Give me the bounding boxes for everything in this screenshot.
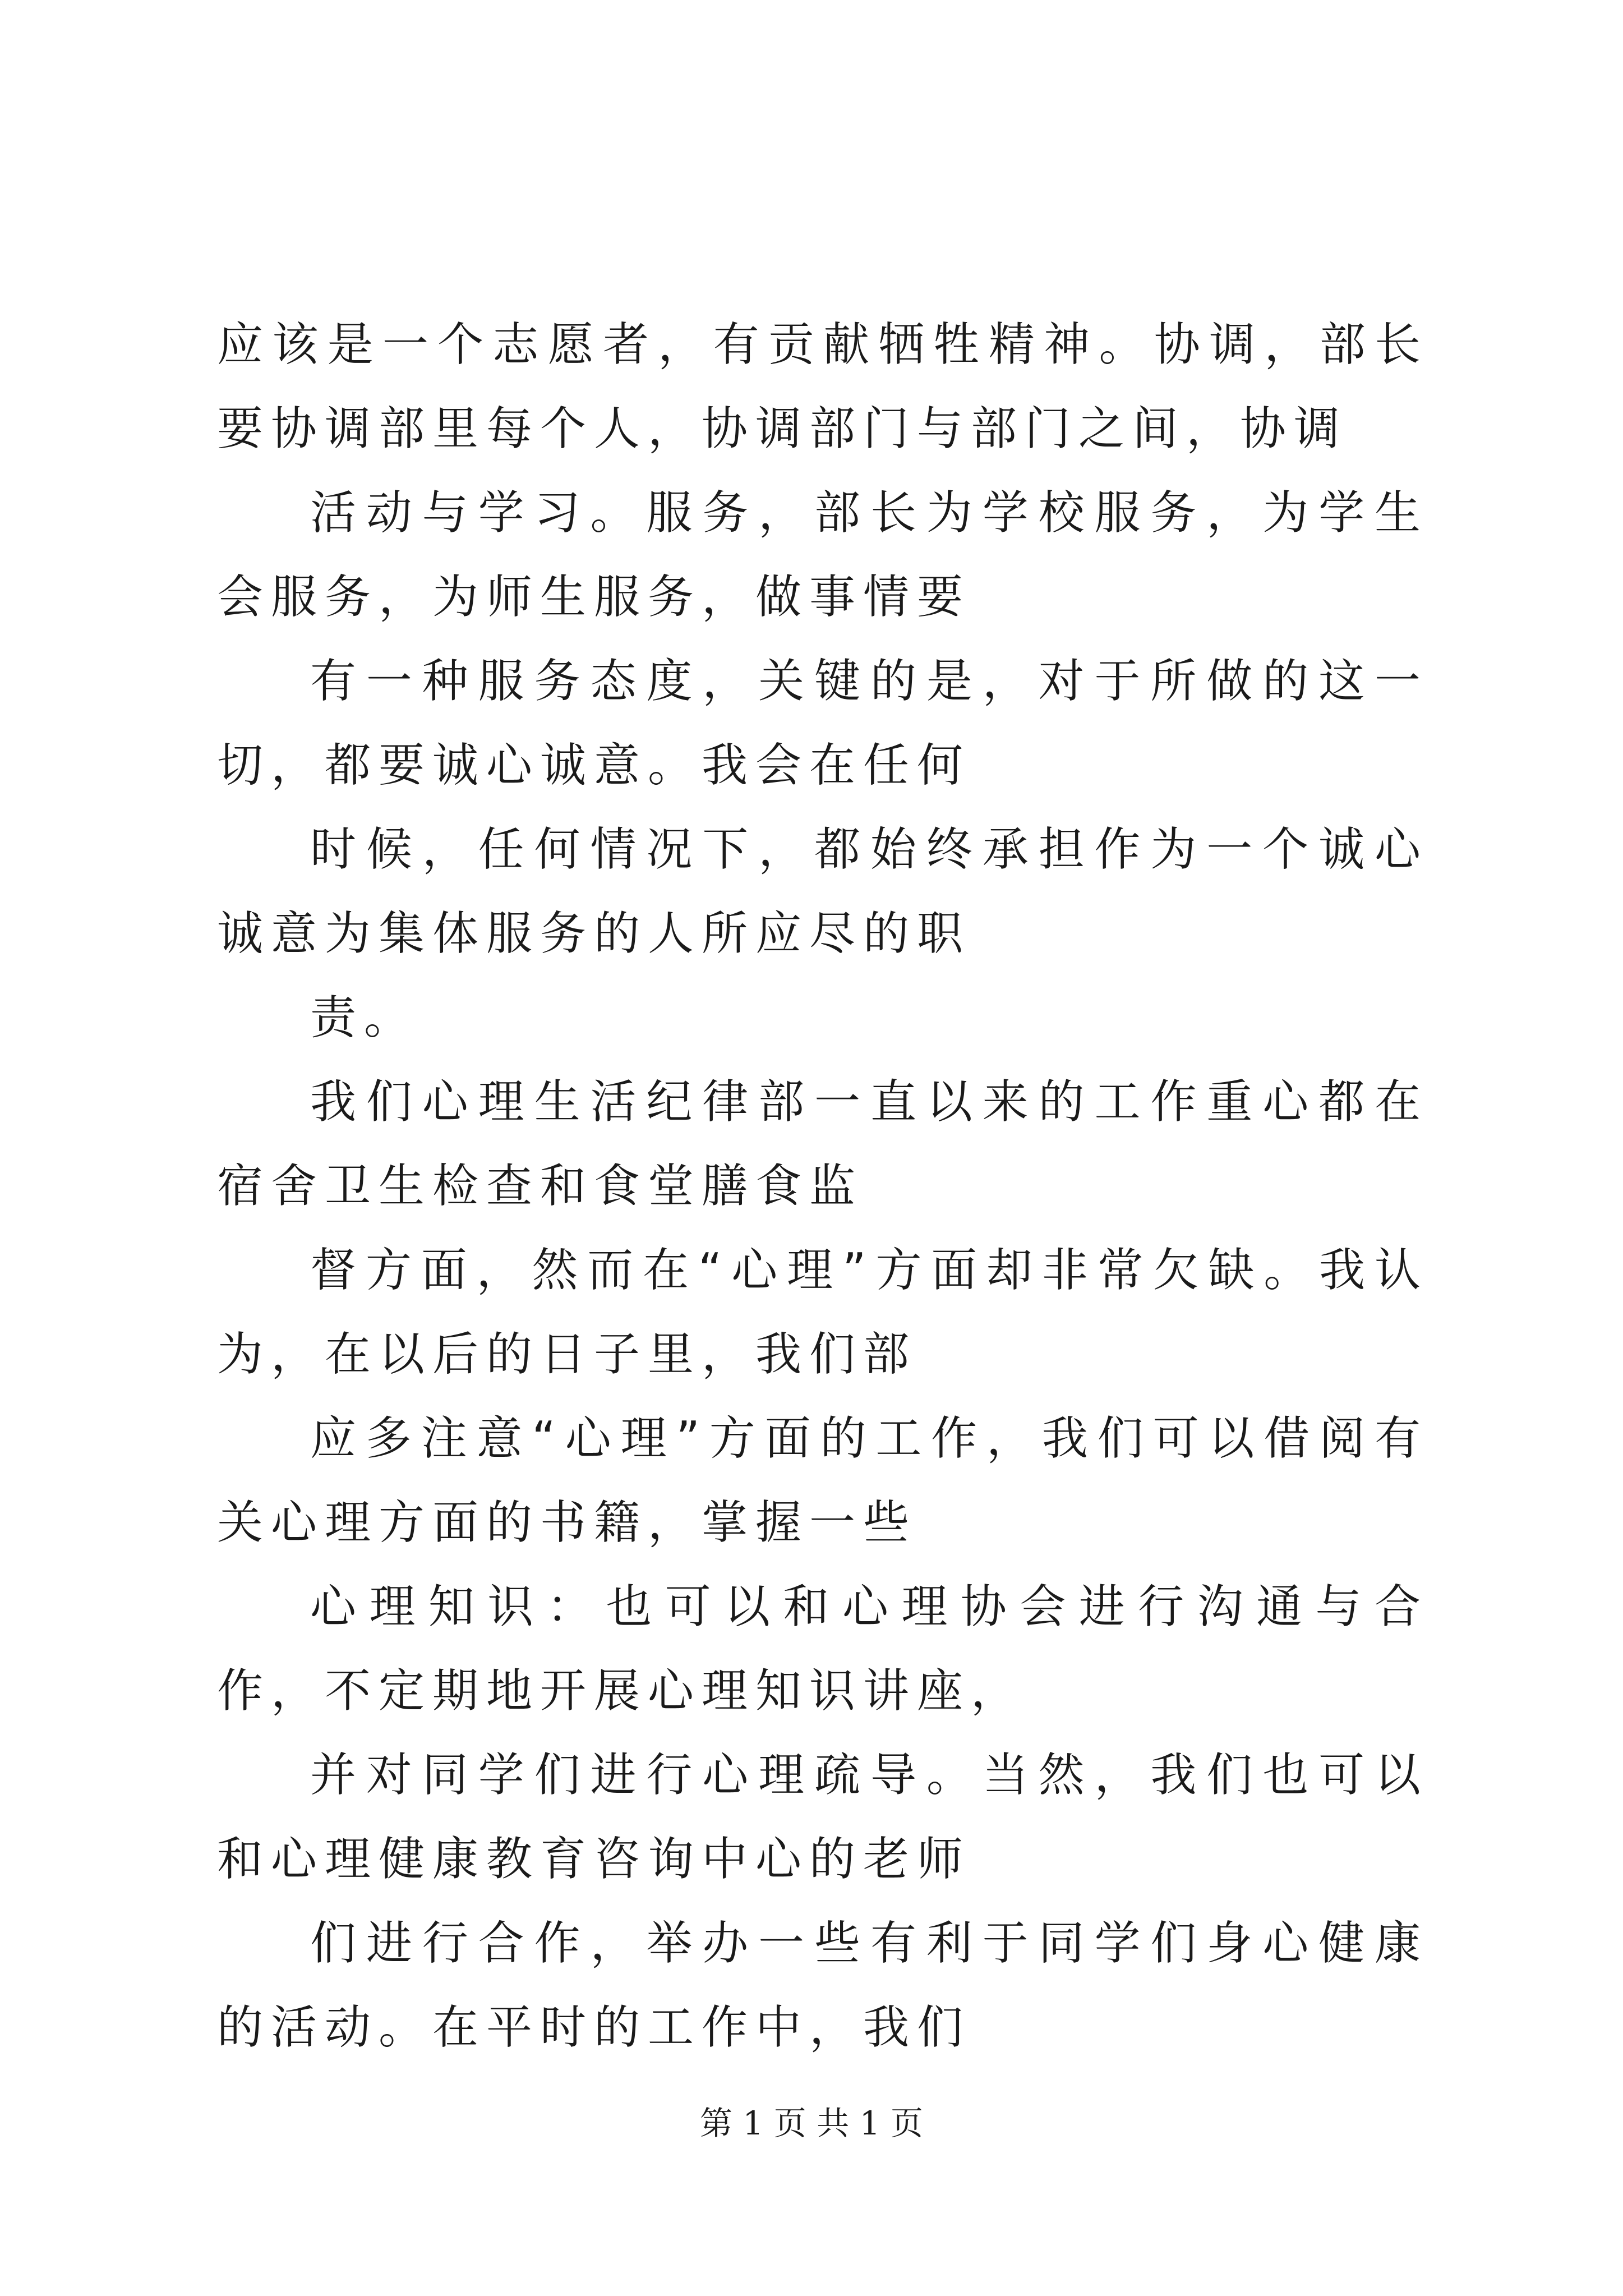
paragraph: 督方面，然而在“心理”方面却非常欠缺。我认为，在以后的日子里，我们部: [217, 1244, 1428, 1381]
paragraph: 心理知识：也可以和心理协会进行沟通与合作，不定期地开展心理知识讲座，: [217, 1580, 1428, 1718]
paragraph: 应该是一个志愿者，有贡献牺牲精神。协调，部长要协调部里每个人，协调部门与部门之间，协调: [217, 318, 1428, 455]
paragraph: 们进行合作，举办一些有利于同学们身心健康的活动。在平时的工作中，我们: [217, 1917, 1428, 2054]
paragraph: 时候，任何情况下，都始终承担作为一个诚心诚意为集体服务的人所应尽的职: [217, 823, 1428, 960]
paragraph: 活动与学习。服务，部长为学校服务，为学生会服务，为师生服务，做事情要: [217, 486, 1428, 624]
document-body: [217, 303, 1428, 2070]
paragraph: 有一种服务态度，关键的是，对于所做的这一切，都要诚心诚意。我会在任何: [217, 655, 1428, 792]
paragraph: 应多注意“心理”方面的工作，我们可以借阅有关心理方面的书籍，掌握一些: [217, 1412, 1428, 1549]
page-number-footer: 第 1 页 共 1 页: [700, 2104, 923, 2142]
paragraph: 并对同学们进行心理疏导。当然，我们也可以和心理健康教育咨询中心的老师: [217, 1749, 1428, 1886]
paragraph: 我们心理生活纪律部一直以来的工作重心都在宿舍卫生检查和食堂膳食监: [217, 1075, 1428, 1213]
paragraph: 责。: [310, 991, 418, 1045]
